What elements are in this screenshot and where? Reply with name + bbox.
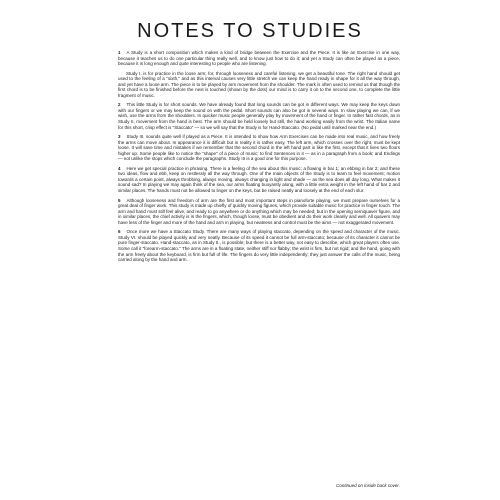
- paragraph-text: Although looseness and freedom of arm are the first and most important steps in pianoforte playing, we must prepare ourselves for a great deal of finger work. This study is made up chiefly of quickly moving figures, which provide suitable music for practice in finger touch. The arm and hand must still feel alive, and ready to go anywhere or do anything which may be needed; but in the opening semiquaver figure, and in similar places, the chief activity is in the fingers, which, though loose, must be obedient and do their work cleanly and well. All quavers may have less of the finger and more of the hand and arm in playing, but neatness and control must be the aims — not exaggerated movement.: [118, 197, 400, 225]
- continued-note: Continued on inside back cover.: [336, 483, 400, 488]
- paragraph-6: [118, 229, 400, 262]
- paragraph-number: 3: [118, 134, 121, 140]
- notes-body: [118, 50, 400, 267]
- paragraph-number: 1: [118, 50, 121, 55]
- paragraph-3: [118, 134, 400, 162]
- paragraph-1-continued: [118, 71, 400, 99]
- page-title: NOTES TO STUDIES: [137, 20, 363, 42]
- paragraph-5: [118, 198, 400, 226]
- paragraph-text: Once more we have a Staccato Study. There are many ways of playing staccato, depending on the speed and character of the music. Study VI. should be played quickly and very neatly. Because of its speed it cannot be full arm-staccato; because of its character it cannot be pure finger-staccato. Hand-staccato, as in Study II., is possible; but there is a better way, not easy to describe, which great players often use. Some call it "forearm-staccato." The arms are in a floating state, neither stiff nor flabby; the wrist is firm, but not rigid; and the hand, going with the arm freely about the keyboard, is firm but full of life. The fingers do very little independently; they just answer the calls of the music, being carried along by the hand and arm.: [118, 229, 400, 263]
- paragraph-text: Study I. is for practice in the loose arm; for, through looseness and careful listening, we get a beautiful tone. The right hand should get used to the feeling of a "sixth," and as this interval causes very little stretch we can keep the hand ready in shape for it all the way through, and yet have a loose arm. The piece is to be played by arm movement from the shoulder. The mark is often used to remind us that though the first chord is to be finished before the next is touched (shown by the dots) our mind is to carry it on to the second one, to complete the little fragment of music.: [118, 70, 400, 98]
- paragraph-1: [118, 50, 400, 67]
- paragraph-text: This little Study is for short sounds. We have already found that long sounds can be got in different ways. We may keep the keys down with our fingers or we may keep the sound on with the pedal. Short sounds can also be got in several ways. In slow playing we can, if we wish, use the arms from the shoulders. In quicker music people generally play by movement of the hand or finger. In rather fast chords, as in Study II, movement from the hand is best. The arm should be held loosely but still, the hand working easily from the wrist. The Italian name for this short, crisp effect is "Staccato" — so we will say that the Study is for Hand-Staccato. (No pedal until marked near the end.): [118, 102, 400, 130]
- paragraph-number: 4: [118, 165, 121, 171]
- paragraph-4: [118, 166, 400, 194]
- paragraph-2: [118, 102, 400, 130]
- paragraph-number: 2: [118, 102, 121, 108]
- paragraph-number: 5: [118, 197, 121, 203]
- paragraph-number: 6: [118, 229, 121, 235]
- paragraph-text: Here we get special practice in phrasing. There is a feeling of the sea about this music; a flowing in bar 1; an ebbing in bar 2; and these two ideas, flow and ebb, keep on restlessly all the way through. One of the main objects of the Study is to learn to feel movement; motion towards a certain point, always throbbing, always moving, always changing in light and shade — as the sea does all day long. What makes it sound sad? In playing we may again think of the sea, our arms floating buoyantly along, with a little extra weight in the left hand of bar 2 and similar places. The hands must not be allowed to linger on the keys, but be raised neatly and loosely at the end of each slur.: [118, 165, 400, 194]
- paragraph-text: Study III. sounds quite well if played as a Piece. It is intended to show how Arm Exercises can be made into real music, and how freely the arms can move about. In appearance it is difficult but in reality it is rather easy. The left arm, which crosses over the right, must be kept loose. It will save time and mistakes if we remember that the second chord in the left hand part is like the first, except that it lives two floors higher up. Some people like to notice the "shape" of a piece of music; to find Sentences in it — as in a paragraph from a book; and Endings — not unlike the stops which conclude the paragraphs. Study III is a good one for this purpose.: [118, 134, 400, 162]
- paragraph-text: A Study is a short composition which makes a kind of bridge between the Exercise and the Piece. It is like an Exercise in one way, because it teaches us to do one particular thing really well, and to know just how to do it; and yet a Study can often be played as a piece, because it is long enough and quite interesting to people who are listening.: [118, 50, 400, 67]
